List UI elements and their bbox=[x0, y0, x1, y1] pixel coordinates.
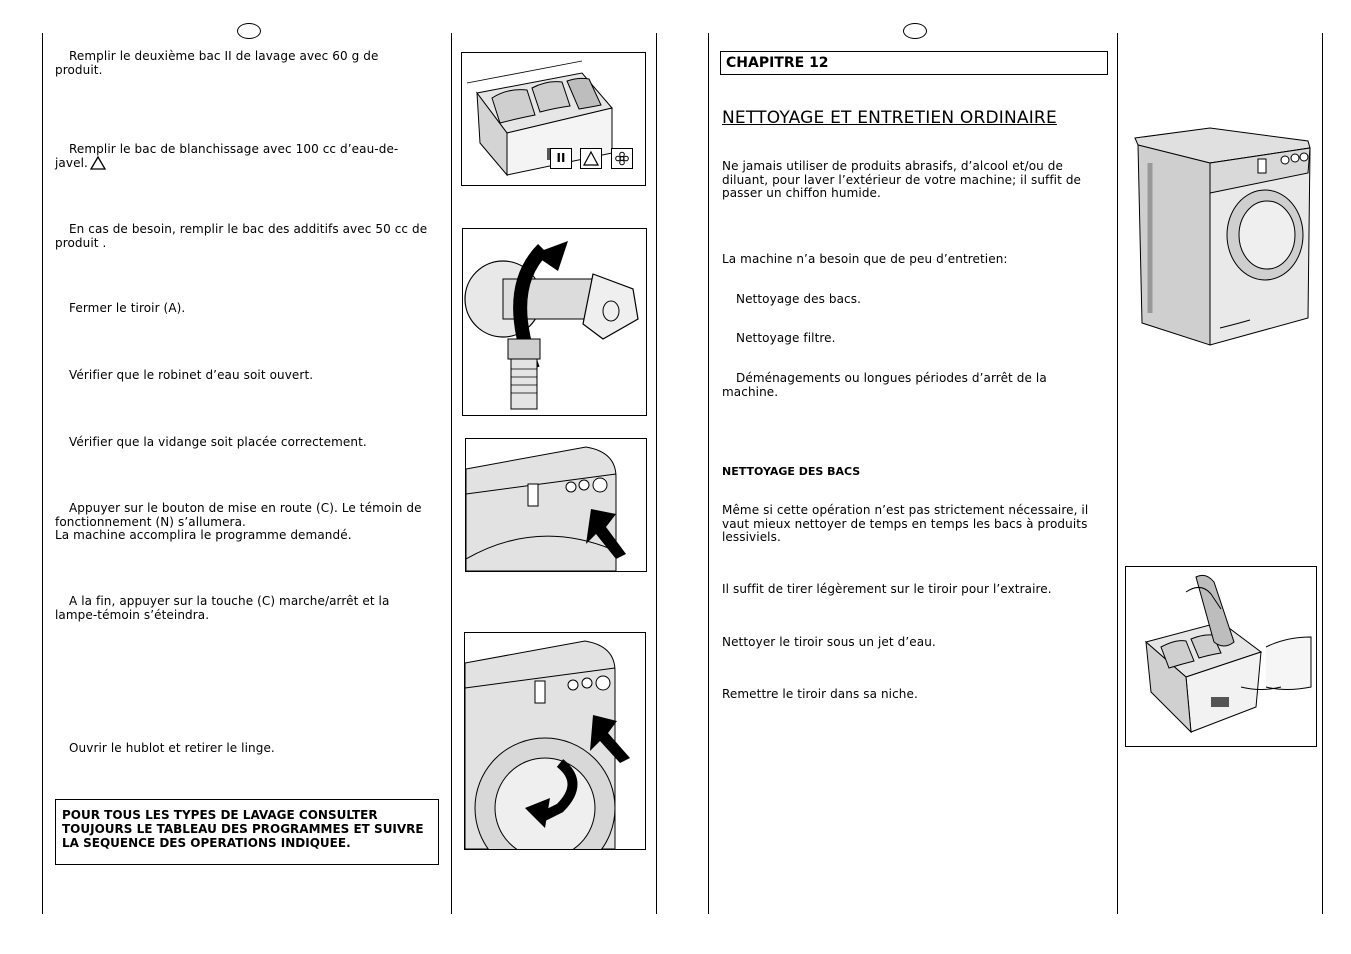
door-open-illustration bbox=[465, 633, 645, 849]
page-title: NETTOYAGE ET ENTRETIEN ORDINAIRE bbox=[722, 108, 1057, 128]
washing-machine-illustration bbox=[1130, 123, 1312, 348]
program-table-warning: POUR TOUS LES TYPES DE LAVAGE CONSULTER TOUJOURS LE TABLEAU DES PROGRAMMES ET SUIVRE LA SEQUENCE DES OPERATIONS INDIQUEE. bbox=[55, 799, 439, 865]
start-button-illustration bbox=[466, 439, 646, 571]
bleach-triangle-icon bbox=[90, 156, 106, 170]
right-page-left-edge bbox=[708, 33, 709, 914]
section-paragraph-4: Remettre le tiroir dans sa niche. bbox=[722, 687, 918, 701]
step-fill-second-tray: Remplir le deuxième bac II de lavage avec 60 g de produit. bbox=[55, 49, 379, 77]
step-fill-bleach-tray: Remplir le bac de blanchissage avec 100 cc d’eau-de- javel. bbox=[55, 142, 399, 170]
drawer-removal-illustration bbox=[1126, 567, 1316, 746]
left-page-column-divider bbox=[451, 33, 452, 914]
softener-symbol-box bbox=[611, 148, 633, 169]
right-page-column-divider bbox=[1117, 33, 1118, 914]
right-page-language-marker bbox=[903, 23, 927, 39]
intro-paragraph: Ne jamais utiliser de produits abrasifs, d’alcool et/ou de diluant, pour laver l’extérieur de votre machine; il suffit de passer un chiffon humide. bbox=[722, 159, 1082, 200]
section-heading: NETTOYAGE DES BACS bbox=[722, 465, 861, 478]
step-press-stop: A la fin, appuyer sur la touche (C) marche/arrêt et la lampe-témoin s’éteindra. bbox=[55, 594, 390, 622]
start-button-figure bbox=[465, 438, 647, 572]
step-press-start: Appuyer sur le bouton de mise en route (C). Le témoin de fonctionnement (N) s’allumera. La machine accomplira le programme demandé. bbox=[55, 501, 422, 542]
section-paragraph-2: Il suffit de tirer légèrement sur le tiroir pour l’extraire. bbox=[722, 582, 1052, 596]
flower-icon bbox=[612, 149, 632, 168]
right-page-margin-line bbox=[1322, 33, 1323, 914]
drawer-removal-figure bbox=[1125, 566, 1317, 747]
door-open-figure bbox=[464, 632, 646, 850]
maintenance-lead: La machine n’a besoin que de peu d’entretien: bbox=[722, 252, 1008, 266]
bleach-triangle-icon bbox=[581, 149, 601, 168]
maintenance-item-filter: Nettoyage filtre. bbox=[736, 331, 836, 345]
step-open-door: Ouvrir le hublot et retirer le linge. bbox=[69, 741, 275, 755]
left-page-right-edge bbox=[656, 33, 657, 914]
step-close-drawer: Fermer le tiroir (A). bbox=[69, 301, 186, 315]
water-tap-illustration bbox=[463, 229, 646, 415]
step-check-drain: Vérifier que la vidange soit placée correctement. bbox=[69, 435, 367, 449]
chapter-heading: CHAPITRE 12 bbox=[720, 51, 1108, 75]
maintenance-item-storage: Déménagements ou longues périodes d’arrêt de la machine. bbox=[722, 371, 1047, 399]
section-paragraph-1: Même si cette opération n’est pas strictement nécessaire, il vaut mieux nettoyer de temps en temps les bacs à produits lessiviels. bbox=[722, 503, 1089, 544]
step-fill-additive-tray: En cas de besoin, remplir le bac des additifs avec 50 cc de produit . bbox=[55, 222, 428, 250]
maintenance-item-trays: Nettoyage des bacs. bbox=[736, 292, 861, 306]
step-check-tap: Vérifier que le robinet d’eau soit ouvert. bbox=[69, 368, 314, 382]
left-page-margin-line bbox=[42, 33, 43, 914]
section-paragraph-3: Nettoyer le tiroir sous un jet d’eau. bbox=[722, 635, 936, 649]
bleach-symbol-box bbox=[580, 148, 602, 169]
detergent-drawer-figure bbox=[461, 52, 646, 186]
washing-machine-figure bbox=[1130, 123, 1312, 348]
left-page-language-marker bbox=[237, 23, 261, 39]
prewash-symbol-box: II bbox=[550, 148, 572, 169]
water-tap-figure bbox=[462, 228, 647, 416]
